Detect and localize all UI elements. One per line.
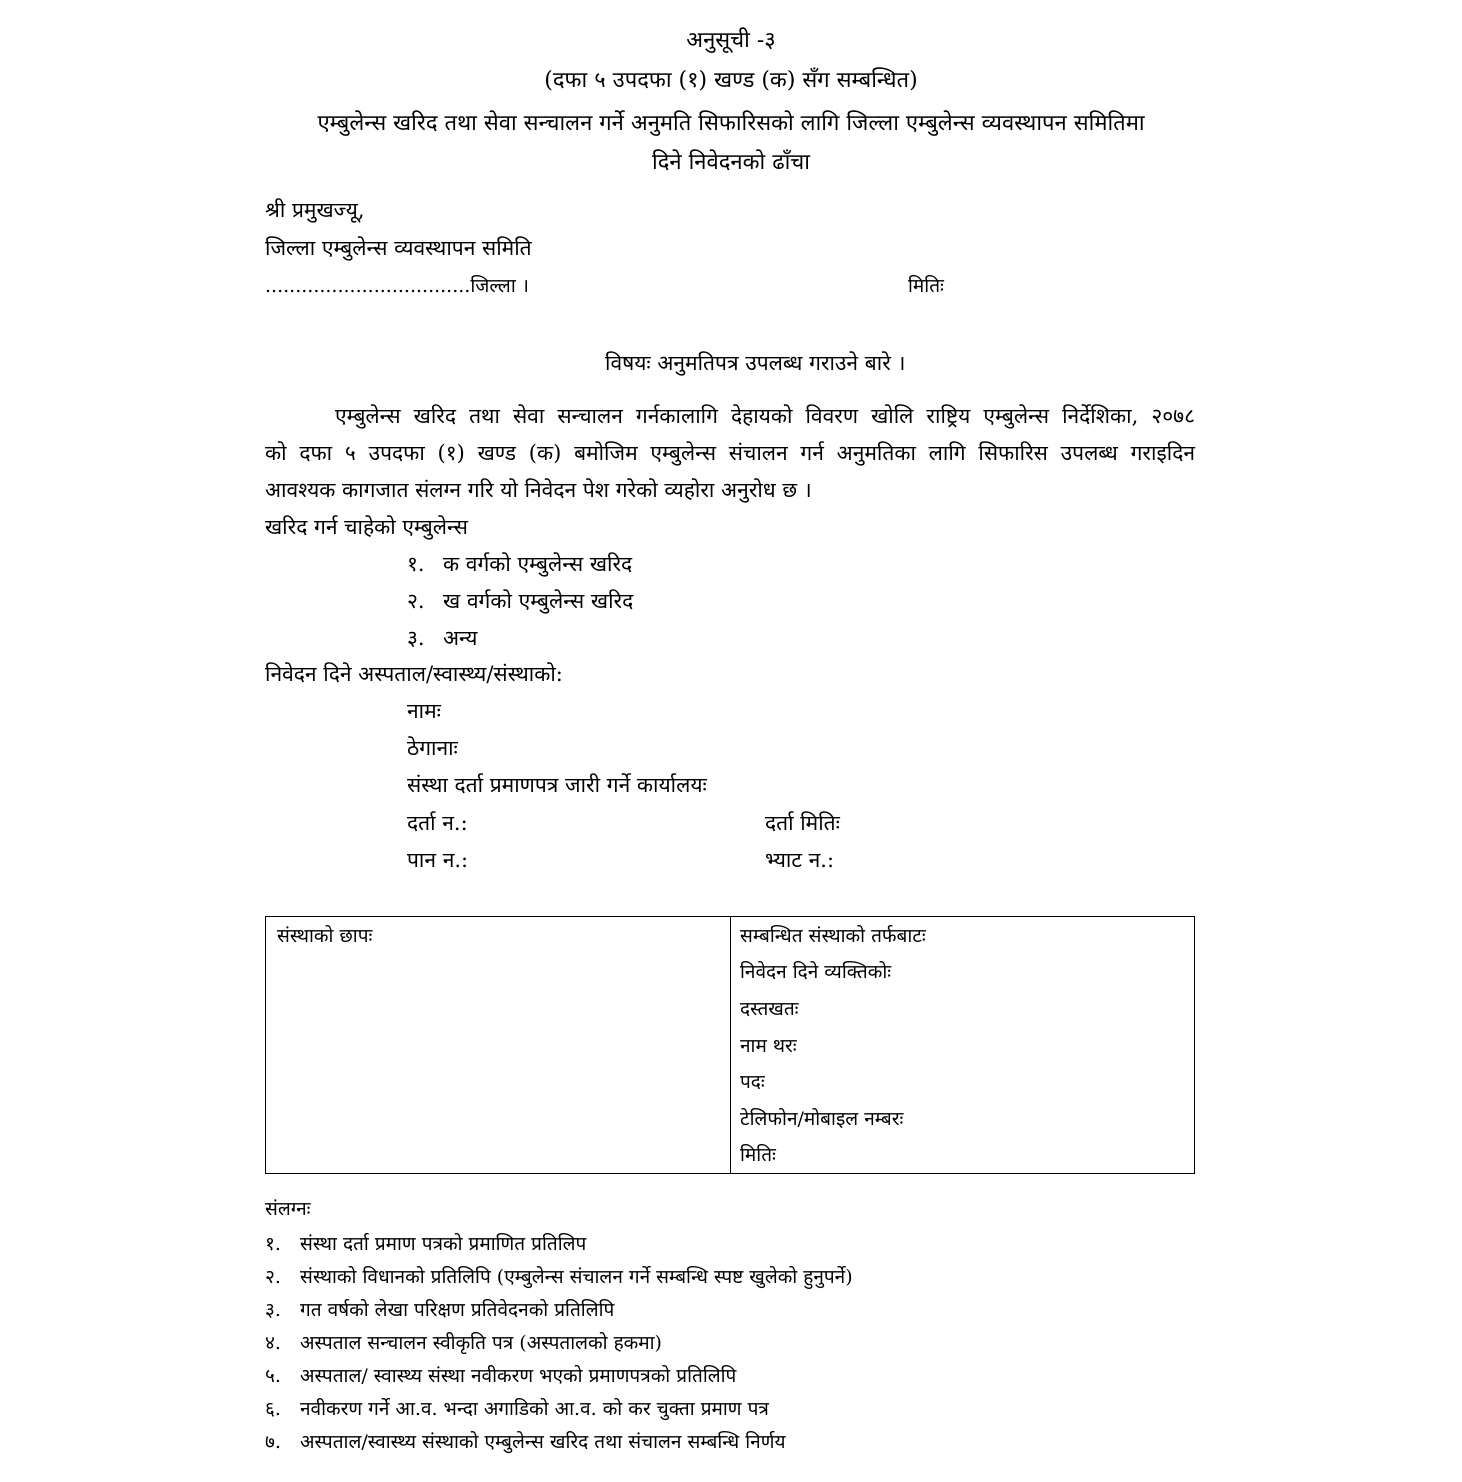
body-line1: एम्बुलेन्स खरिद तथा सेवा सन्चालन गर्नकालागि देहायको विवरण खोलि राष्ट्रिय एम्बुलेन्स निर्देशिका, २०७८ <box>335 404 1195 428</box>
district-blank: ..................................जिल्ला । <box>265 275 529 297</box>
signature-table <box>265 916 1195 1174</box>
form-title-line2: दिने निवेदनको ढाँचा <box>652 150 810 175</box>
attachment-item: नवीकरण गर्ने आ.व. भन्दा अगाडिको आ.व. को कर चुक्ता प्रमाण पत्र <box>300 1398 769 1420</box>
applicant-heading: निवेदन दिने अस्पताल/स्वास्थ्य/संस्थाको: <box>265 662 563 686</box>
vat-number-label: भ्याट न.: <box>765 848 835 872</box>
registration-date-label: दर्ता मितिः <box>765 811 840 835</box>
attachment-number: २. <box>265 1266 281 1288</box>
body-line2: को दफा ५ उपदफा (१) खण्ड (क) बमोजिम एम्बुलेन्स संचालन गर्न अनुमतिका लागि सिफारिस उपलब्ध गराइदिन <box>265 441 1195 465</box>
option-text: अन्य <box>443 626 478 650</box>
stamp-label: संस्थाको छापः <box>277 925 373 947</box>
body-line3: आवश्यक कागजात संलग्न गरि यो निवेदन पेश गरेको व्यहोरा अनुरोध छ । <box>265 478 812 502</box>
option-text: ख वर्गको एम्बुलेन्स खरिद <box>443 589 634 613</box>
purchase-heading: खरिद गर्न चाहेको एम्बुलेन्स <box>265 515 468 539</box>
pan-number-label: पान न.: <box>407 848 469 872</box>
form-title-line1: एम्बुलेन्स खरिद तथा सेवा सन्चालन गर्ने अनुमति सिफारिसको लागि जिल्ला एम्बुलेन्स व्यवस्थापन समितिमा <box>317 111 1145 136</box>
addressee-line1: श्री प्रमुखज्यू, <box>265 198 365 222</box>
subject-line: विषयः अनुमतिपत्र उपलब्ध गराउने बारे । <box>605 351 906 375</box>
attachment-item: अस्पताल सन्चालन स्वीकृति पत्र (अस्पतालको हकमा) <box>300 1332 662 1354</box>
attachment-number: ६. <box>265 1398 281 1420</box>
attachment-item: अस्पताल/स्वास्थ्य संस्थाको एम्बुलेन्स खरिद तथा संचालन सम्बन्धि निर्णय <box>300 1431 786 1453</box>
full-name-label: नाम थरः <box>740 1035 797 1057</box>
registration-number-label: दर्ता न.: <box>407 811 468 835</box>
attachment-number: ४. <box>265 1332 281 1354</box>
date-label: मितिः <box>908 275 944 297</box>
option-text: क वर्गको एम्बुलेन्स खरिद <box>443 552 633 576</box>
attachment-number: ७. <box>265 1431 281 1453</box>
attachment-item: संस्था दर्ता प्रमाण पत्रको प्रमाणित प्रतिलिप <box>300 1233 587 1255</box>
attachment-number: १. <box>265 1233 281 1255</box>
attachment-number: ३. <box>265 1299 281 1321</box>
signature-label: दस्तखतः <box>740 998 799 1020</box>
addressee-line2: जिल्ला एम्बुलेन्स व्यवस्थापन समिति <box>265 236 532 260</box>
attachment-item: संस्थाको विधानको प्रतिलिपि (एम्बुलेन्स संचालन गर्ने सम्बन्धि स्पष्ट खुलेको हुनुपर्ने) <box>300 1266 853 1288</box>
attachments-heading: संलग्नः <box>265 1198 311 1220</box>
option-number: ३. <box>407 626 425 650</box>
option-number: १. <box>407 552 425 576</box>
attachment-item: गत वर्षको लेखा परिक्षण प्रतिवेदनको प्रतिलिपि <box>300 1299 615 1321</box>
section-reference: (दफा ५ उपदफा (१) खण्ड (क) सँग सम्बन्धित) <box>544 68 918 93</box>
schedule-heading: अनुसूची -३ <box>686 28 776 53</box>
applicant-address-label: ठेगानाः <box>407 736 458 760</box>
signature-date-label: मितिः <box>740 1144 776 1166</box>
applicant-person-label: निवेदन दिने व्यक्तिकोः <box>740 961 892 983</box>
phone-label: टेलिफोन/मोबाइल नम्बरः <box>740 1108 904 1130</box>
attachment-item: अस्पताल/ स्वास्थ्य संस्था नवीकरण भएको प्रमाणपत्रको प्रतिलिपि <box>300 1365 737 1387</box>
option-number: २. <box>407 589 425 613</box>
table-divider <box>730 917 731 1173</box>
registration-office-label: संस्था दर्ता प्रमाणपत्र जारी गर्ने कार्यालयः <box>407 773 707 797</box>
on-behalf-label: सम्बन्धित संस्थाको तर्फबाटः <box>740 925 926 947</box>
position-label: पदः <box>740 1071 765 1093</box>
attachment-number: ५. <box>265 1365 281 1387</box>
applicant-name-label: नामः <box>407 699 441 723</box>
